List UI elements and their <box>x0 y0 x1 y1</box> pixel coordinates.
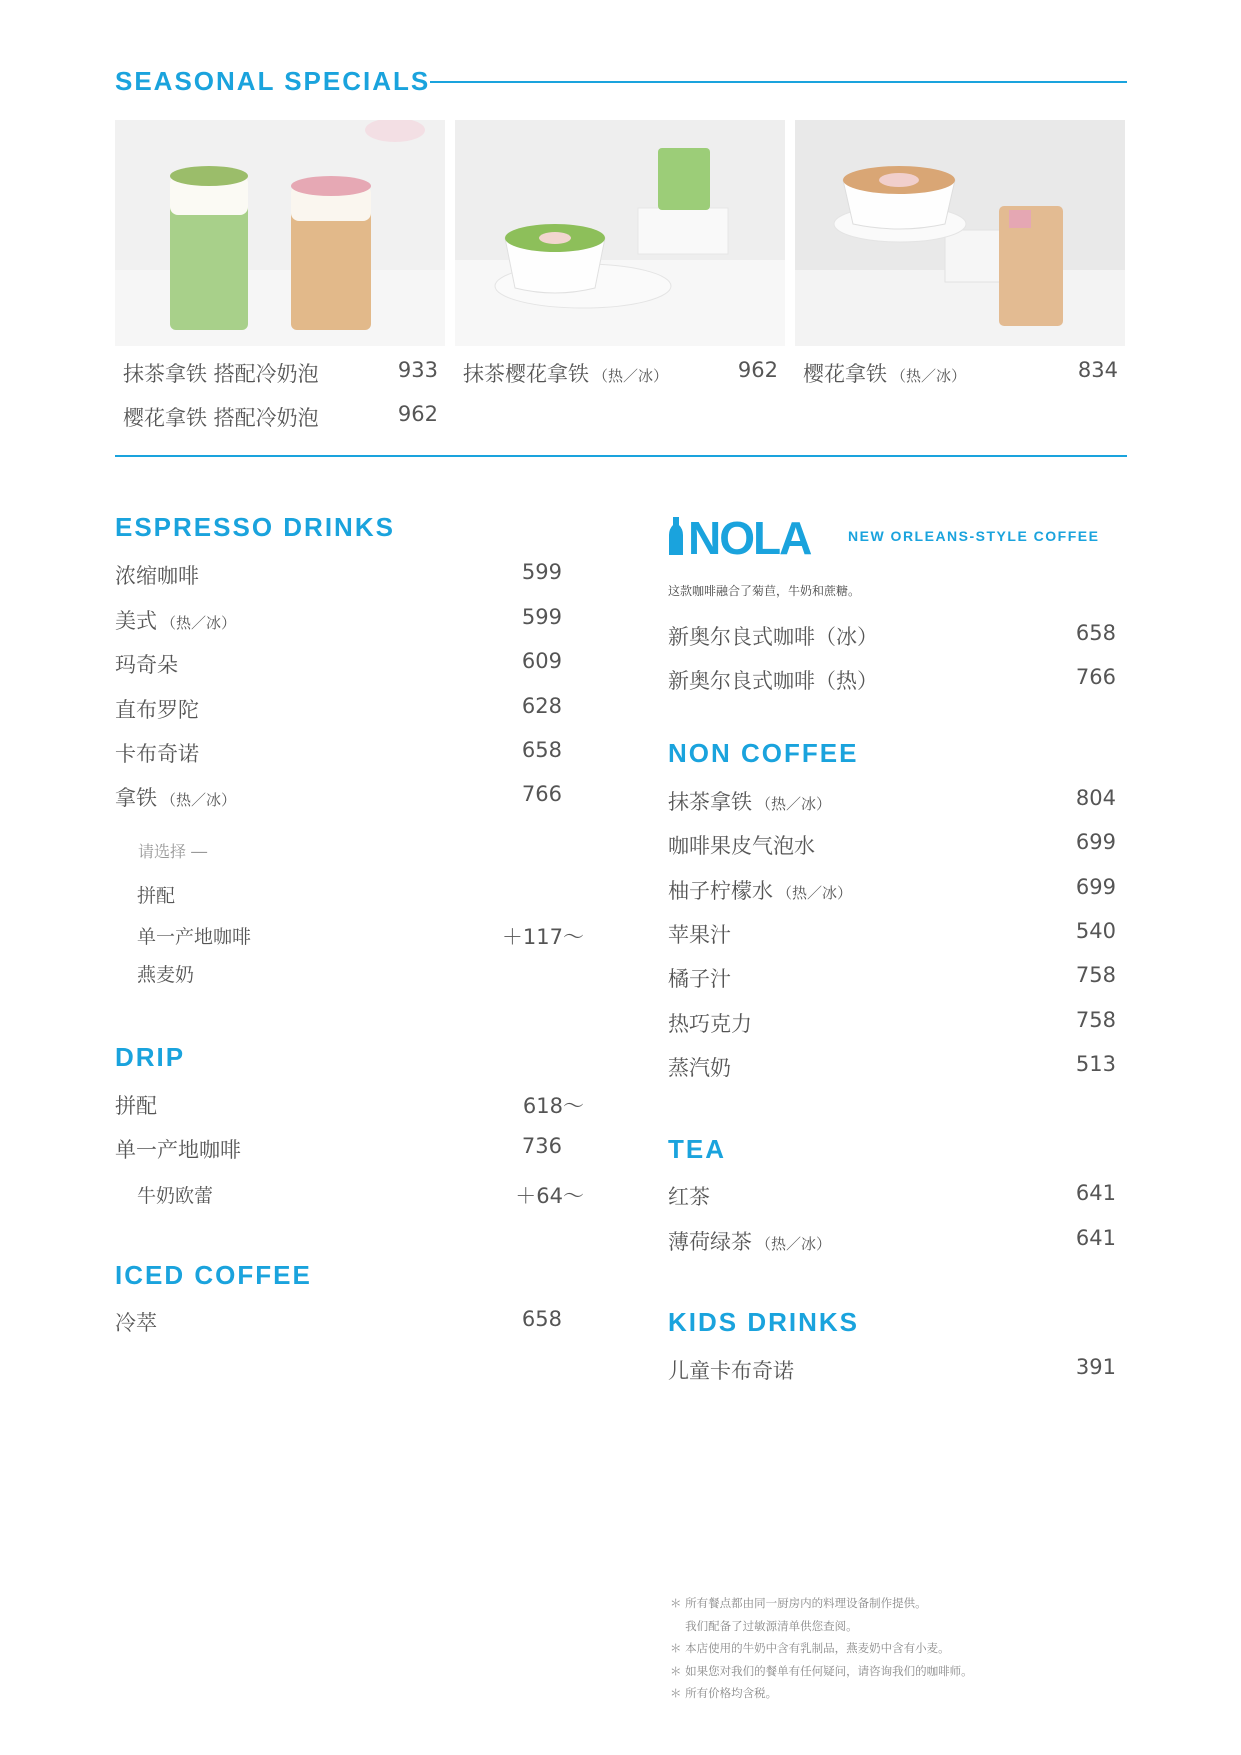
non-coffee-item-2-sub: （热／冰） <box>777 884 853 902</box>
nola-logo-text: NOLA <box>688 513 811 557</box>
non-coffee-item-0 <box>668 786 831 816</box>
tea-item-0-price: 641 <box>1075 1181 1116 1205</box>
tea-item-1-sub: （热／冰） <box>756 1235 832 1253</box>
footnote-0: ＊ 所有餐点都由同一厨房内的料理设备制作提供。 <box>670 1596 927 1610</box>
tea-item-0-name: 红茶 <box>668 1185 710 1209</box>
espresso-options-label: 请选择 ― <box>138 842 208 861</box>
espresso-item-0-price: 599 <box>521 560 562 584</box>
non-coffee-item-5-price: 758 <box>1075 1008 1116 1032</box>
espresso-item-4-name: 卡布奇诺 <box>115 742 199 766</box>
non-coffee-item-2-price: 699 <box>1075 875 1116 899</box>
nola-item-1-price: 766 <box>1075 665 1116 689</box>
non-coffee-item-3-name: 苹果汁 <box>668 923 731 947</box>
non-coffee-item-0-price: 804 <box>1075 786 1116 810</box>
espresso-option-1-name: 单一产地咖啡 <box>137 926 252 948</box>
footnote-1: 我们配备了过敏源清单供您查阅。 <box>670 1618 858 1633</box>
footnote-2: ＊ 本店使用的牛奶中含有乳制品，燕麦奶中含有小麦。 <box>670 1641 950 1655</box>
non-coffee-item-0-sub: （热／冰） <box>756 795 832 813</box>
non-coffee-item-5-name: 热巧克力 <box>668 1012 752 1036</box>
espresso-item-5-price: 766 <box>521 782 562 806</box>
footnotes <box>670 1592 973 1705</box>
seasonal-title: SEASONAL SPECIALS <box>115 66 431 96</box>
seasonal-item-2 <box>463 358 668 388</box>
espresso-item-1 <box>115 605 236 635</box>
non-coffee-item-2 <box>668 875 852 905</box>
seasonal-item-2-name: 抹茶樱花拿铁 <box>463 362 589 386</box>
non-coffee-item-2-name: 柚子柠檬水 <box>668 879 773 903</box>
espresso-item-1-name: 美式 <box>115 609 157 633</box>
non-coffee-item-1-name: 咖啡果皮气泡水 <box>668 834 815 858</box>
iced-item-0-name: 冷萃 <box>115 1311 157 1335</box>
drip-title: DRIP <box>115 1042 186 1072</box>
espresso-item-0-name: 浓缩咖啡 <box>115 564 199 588</box>
tea-item-1-price: 641 <box>1075 1226 1116 1250</box>
espresso-option-0-name: 拼配 <box>137 885 176 907</box>
espresso-item-1-sub: （热／冰） <box>161 614 237 632</box>
iced-title: ICED COFFEE <box>115 1260 312 1290</box>
seasonal-item-3-price: 834 <box>1077 358 1118 382</box>
seasonal-item-0-price: 933 <box>397 358 438 382</box>
drip-item-1-price: 736 <box>521 1134 562 1158</box>
seasonal-item-1-price: 962 <box>397 402 438 426</box>
matcha-sakura-latte-cold-foam-photo <box>115 120 445 346</box>
tea-title: TEA <box>668 1134 726 1164</box>
tea-item-1 <box>668 1226 831 1256</box>
non-coffee-item-6-name: 蒸汽奶 <box>668 1056 731 1080</box>
non-coffee-item-3-price: 540 <box>1075 919 1116 943</box>
seasonal-item-3-sub: （热／冰） <box>891 367 967 385</box>
espresso-item-4-price: 658 <box>521 738 562 762</box>
espresso-option-2-name: 燕麦奶 <box>137 964 195 986</box>
seasonal-title-rule <box>430 81 1127 83</box>
drip-option-price: ＋64〜 <box>515 1184 584 1208</box>
espresso-item-3-price: 628 <box>521 694 562 718</box>
non-coffee-item-0-name: 抹茶拿铁 <box>668 790 752 814</box>
seasonal-item-3 <box>803 358 966 388</box>
drip-item-0-price: 618〜 <box>522 1094 584 1118</box>
nola-item-0-name: 新奥尔良式咖啡（冰） <box>668 625 878 649</box>
espresso-item-2-name: 玛奇朵 <box>115 653 178 677</box>
seasonal-item-2-sub: （热／冰） <box>593 367 669 385</box>
sakura-latte-photo <box>795 120 1125 346</box>
kids-item-0-price: 391 <box>1075 1355 1116 1379</box>
non-coffee-item-4-price: 758 <box>1075 963 1116 987</box>
footnote-3: ＊ 如果您对我们的餐单有任何疑问，请咨询我们的咖啡师。 <box>670 1663 973 1678</box>
kids-item-0-name: 儿童卡布奇诺 <box>668 1359 794 1383</box>
nola-description: 这款咖啡融合了菊苣，牛奶和蔗糖。 <box>668 584 861 598</box>
iced-item-0-price: 658 <box>521 1307 562 1331</box>
footnote-4: ＊ 所有价格均含税。 <box>670 1686 778 1700</box>
espresso-title: ESPRESSO DRINKS <box>115 512 395 542</box>
non-coffee-title: NON COFFEE <box>668 738 859 768</box>
non-coffee-item-4-name: 橘子汁 <box>668 967 731 991</box>
non-coffee-item-1-price: 699 <box>1075 830 1116 854</box>
nola-item-0-price: 658 <box>1075 621 1116 645</box>
espresso-item-5-name: 拿铁 <box>115 786 157 810</box>
seasonal-item-1-name: 樱花拿铁 搭配冷奶泡 <box>123 406 319 430</box>
seasonal-divider <box>115 455 1127 457</box>
nola-item-1-name: 新奥尔良式咖啡（热） <box>668 669 878 693</box>
espresso-item-2-price: 609 <box>521 649 562 673</box>
espresso-item-1-price: 599 <box>521 605 562 629</box>
espresso-item-3-name: 直布罗陀 <box>115 698 199 722</box>
nola-logo <box>668 513 822 557</box>
seasonal-item-3-name: 樱花拿铁 <box>803 362 887 386</box>
seasonal-item-2-price: 962 <box>737 358 778 382</box>
espresso-item-5-sub: （热／冰） <box>161 791 237 809</box>
tea-item-1-name: 薄荷绿茶 <box>668 1230 752 1254</box>
non-coffee-item-6-price: 513 <box>1075 1052 1116 1076</box>
espresso-option-1-price: ＋117〜 <box>501 925 584 949</box>
drip-item-1-name: 单一产地咖啡 <box>115 1138 241 1162</box>
espresso-item-5 <box>115 782 236 812</box>
nola-tagline: NEW ORLEANS-STYLE COFFEE <box>848 528 1100 544</box>
kids-title: KIDS DRINKS <box>668 1307 860 1337</box>
seasonal-item-0-name: 抹茶拿铁 搭配冷奶泡 <box>123 362 319 386</box>
drip-item-0-name: 拼配 <box>115 1094 157 1118</box>
matcha-sakura-latte-photo <box>455 120 785 346</box>
drip-option-name: 牛奶欧蕾 <box>137 1185 214 1207</box>
